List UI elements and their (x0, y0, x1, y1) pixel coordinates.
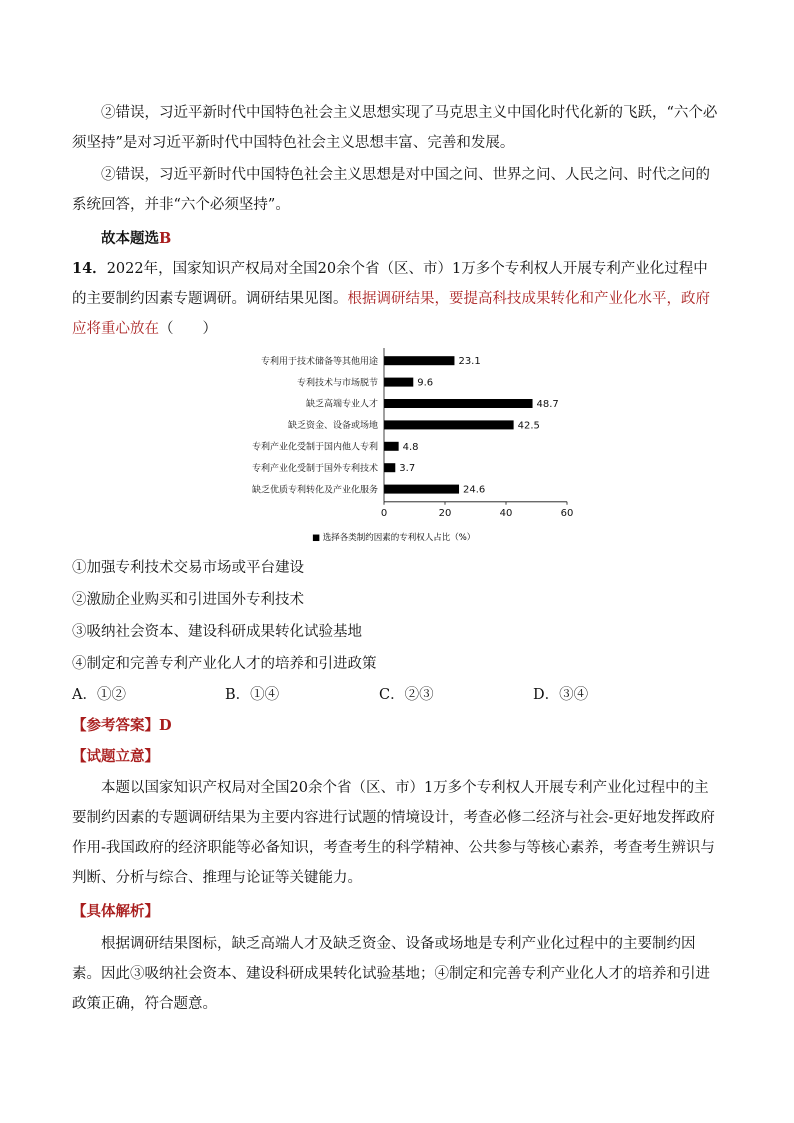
category-label: 专利产业化受制于国内他人专利 (251, 442, 378, 453)
question-14 (72, 254, 722, 344)
value-label: 3.7 (399, 463, 416, 475)
question-stem: 2022年，国家知识产权局对全国20余个省（区、市）1万多个专利权人开展专利产业化过程中的主要制约因素专题调研。调研结果见图。 (72, 261, 708, 307)
category-label: 专利用于技术储备等其他用途 (260, 356, 378, 367)
category-label: 专利产业化受制于国外专利技术 (251, 463, 378, 474)
value-label: 42.5 (517, 420, 540, 432)
analysis-heading (72, 897, 722, 927)
value-label: 24.6 (463, 484, 486, 496)
choice-c: C．②③ (379, 687, 434, 703)
category-label: 缺乏优质专利转化及产业化服务 (251, 485, 378, 496)
category-label: 缺乏资金、设备或场地 (287, 421, 378, 432)
x-tick-label: 0 (380, 507, 388, 519)
reference-answer (72, 711, 722, 741)
bar (384, 442, 399, 451)
category-label: 专利技术与市场脱节 (296, 378, 378, 389)
x-tick-label: 20 (438, 507, 452, 519)
choice-d: D．③④ (533, 687, 589, 703)
option-4: ④制定和完善专利产业化人才的培养和引进政策 (72, 656, 377, 672)
bar (384, 399, 533, 408)
option-3: ③吸纳社会资本、建设科研成果转化试验基地 (72, 624, 362, 640)
option-1: ①加强专利技术交易市场或平台建设 (72, 560, 304, 576)
prev-answer (72, 224, 722, 254)
category-labels (252, 355, 378, 495)
question-prompt: 根据调研结果，要提高科技成果转化和产业化水平，政府应将重心放在 (72, 291, 710, 337)
category-label: 缺乏高端专业人才 (305, 399, 378, 410)
prev-analysis-line-1: ②错误，习近平新时代中国特色社会主义思想实现了马克思主义中国化时代化新的飞跃，“六个必须坚持”是对习近平新时代中国特色社会主义思想丰富、完善和发展。 (72, 105, 718, 151)
x-tick-label: 60 (560, 507, 574, 519)
analysis-text: 根据调研结果图标，缺乏高端人才及缺乏资金、设备或场地是专利产业化过程中的主要制约因素。因此③吸纳社会资本、建设科研成果转化试验基地；④制定和完善专利产业化人才的培养和引进政策正确，符合题意。 (72, 936, 710, 1012)
bar (384, 356, 454, 365)
bar (384, 378, 413, 387)
value-label: 23.1 (458, 356, 481, 368)
prev-answer-prefix: 故本题选 (101, 230, 159, 247)
value-label: 9.6 (417, 377, 434, 389)
intent-label: 【试题立意】 (72, 748, 159, 765)
prev-answer-letter: B (159, 230, 172, 247)
analysis-label: 【具体解析】 (72, 903, 159, 920)
choice-b: B．①④ (225, 687, 280, 703)
intent-heading (72, 742, 722, 772)
question-number: 14． (72, 260, 107, 277)
value-label: 48.7 (536, 399, 559, 410)
reference-answer-label: 【参考答案】 (72, 717, 159, 734)
question-blank: （ ） (159, 321, 217, 337)
bar-chart (200, 346, 600, 546)
choice-row (72, 683, 722, 711)
bar (384, 420, 514, 429)
intent-text: 本题以国家知识产权局对全国20余个省（区、市）1万多个专利权人开展专利产业化过程中的主要制约因素的专题调研结果为主要内容进行试题的情境设计，考查必修二经济与社会-更好地发挥政府作用-我国政府的经济职能等必备知识，考查考生的科学精神、公共参与等核心素养，考查考生辨识与判断、分析与综合、推理与论证等关键能力。 (72, 780, 715, 886)
value-label: 4.8 (402, 441, 419, 453)
prev-analysis-line-2: ②错误，习近平新时代中国特色社会主义思想是对中国之问、世界之问、人民之问、时代之问的系统回答，并非“六个必须坚持”。 (72, 167, 710, 213)
bar (384, 463, 395, 472)
choice-a: A．①② (72, 687, 126, 703)
bar (384, 485, 459, 494)
option-2: ②激励企业购买和引进国外专利技术 (72, 592, 304, 608)
x-tick-label: 40 (499, 507, 513, 519)
reference-answer-value: D (159, 717, 172, 734)
chart-legend: ■ 选择各类制约因素的专利权人占比（%） (312, 533, 476, 543)
